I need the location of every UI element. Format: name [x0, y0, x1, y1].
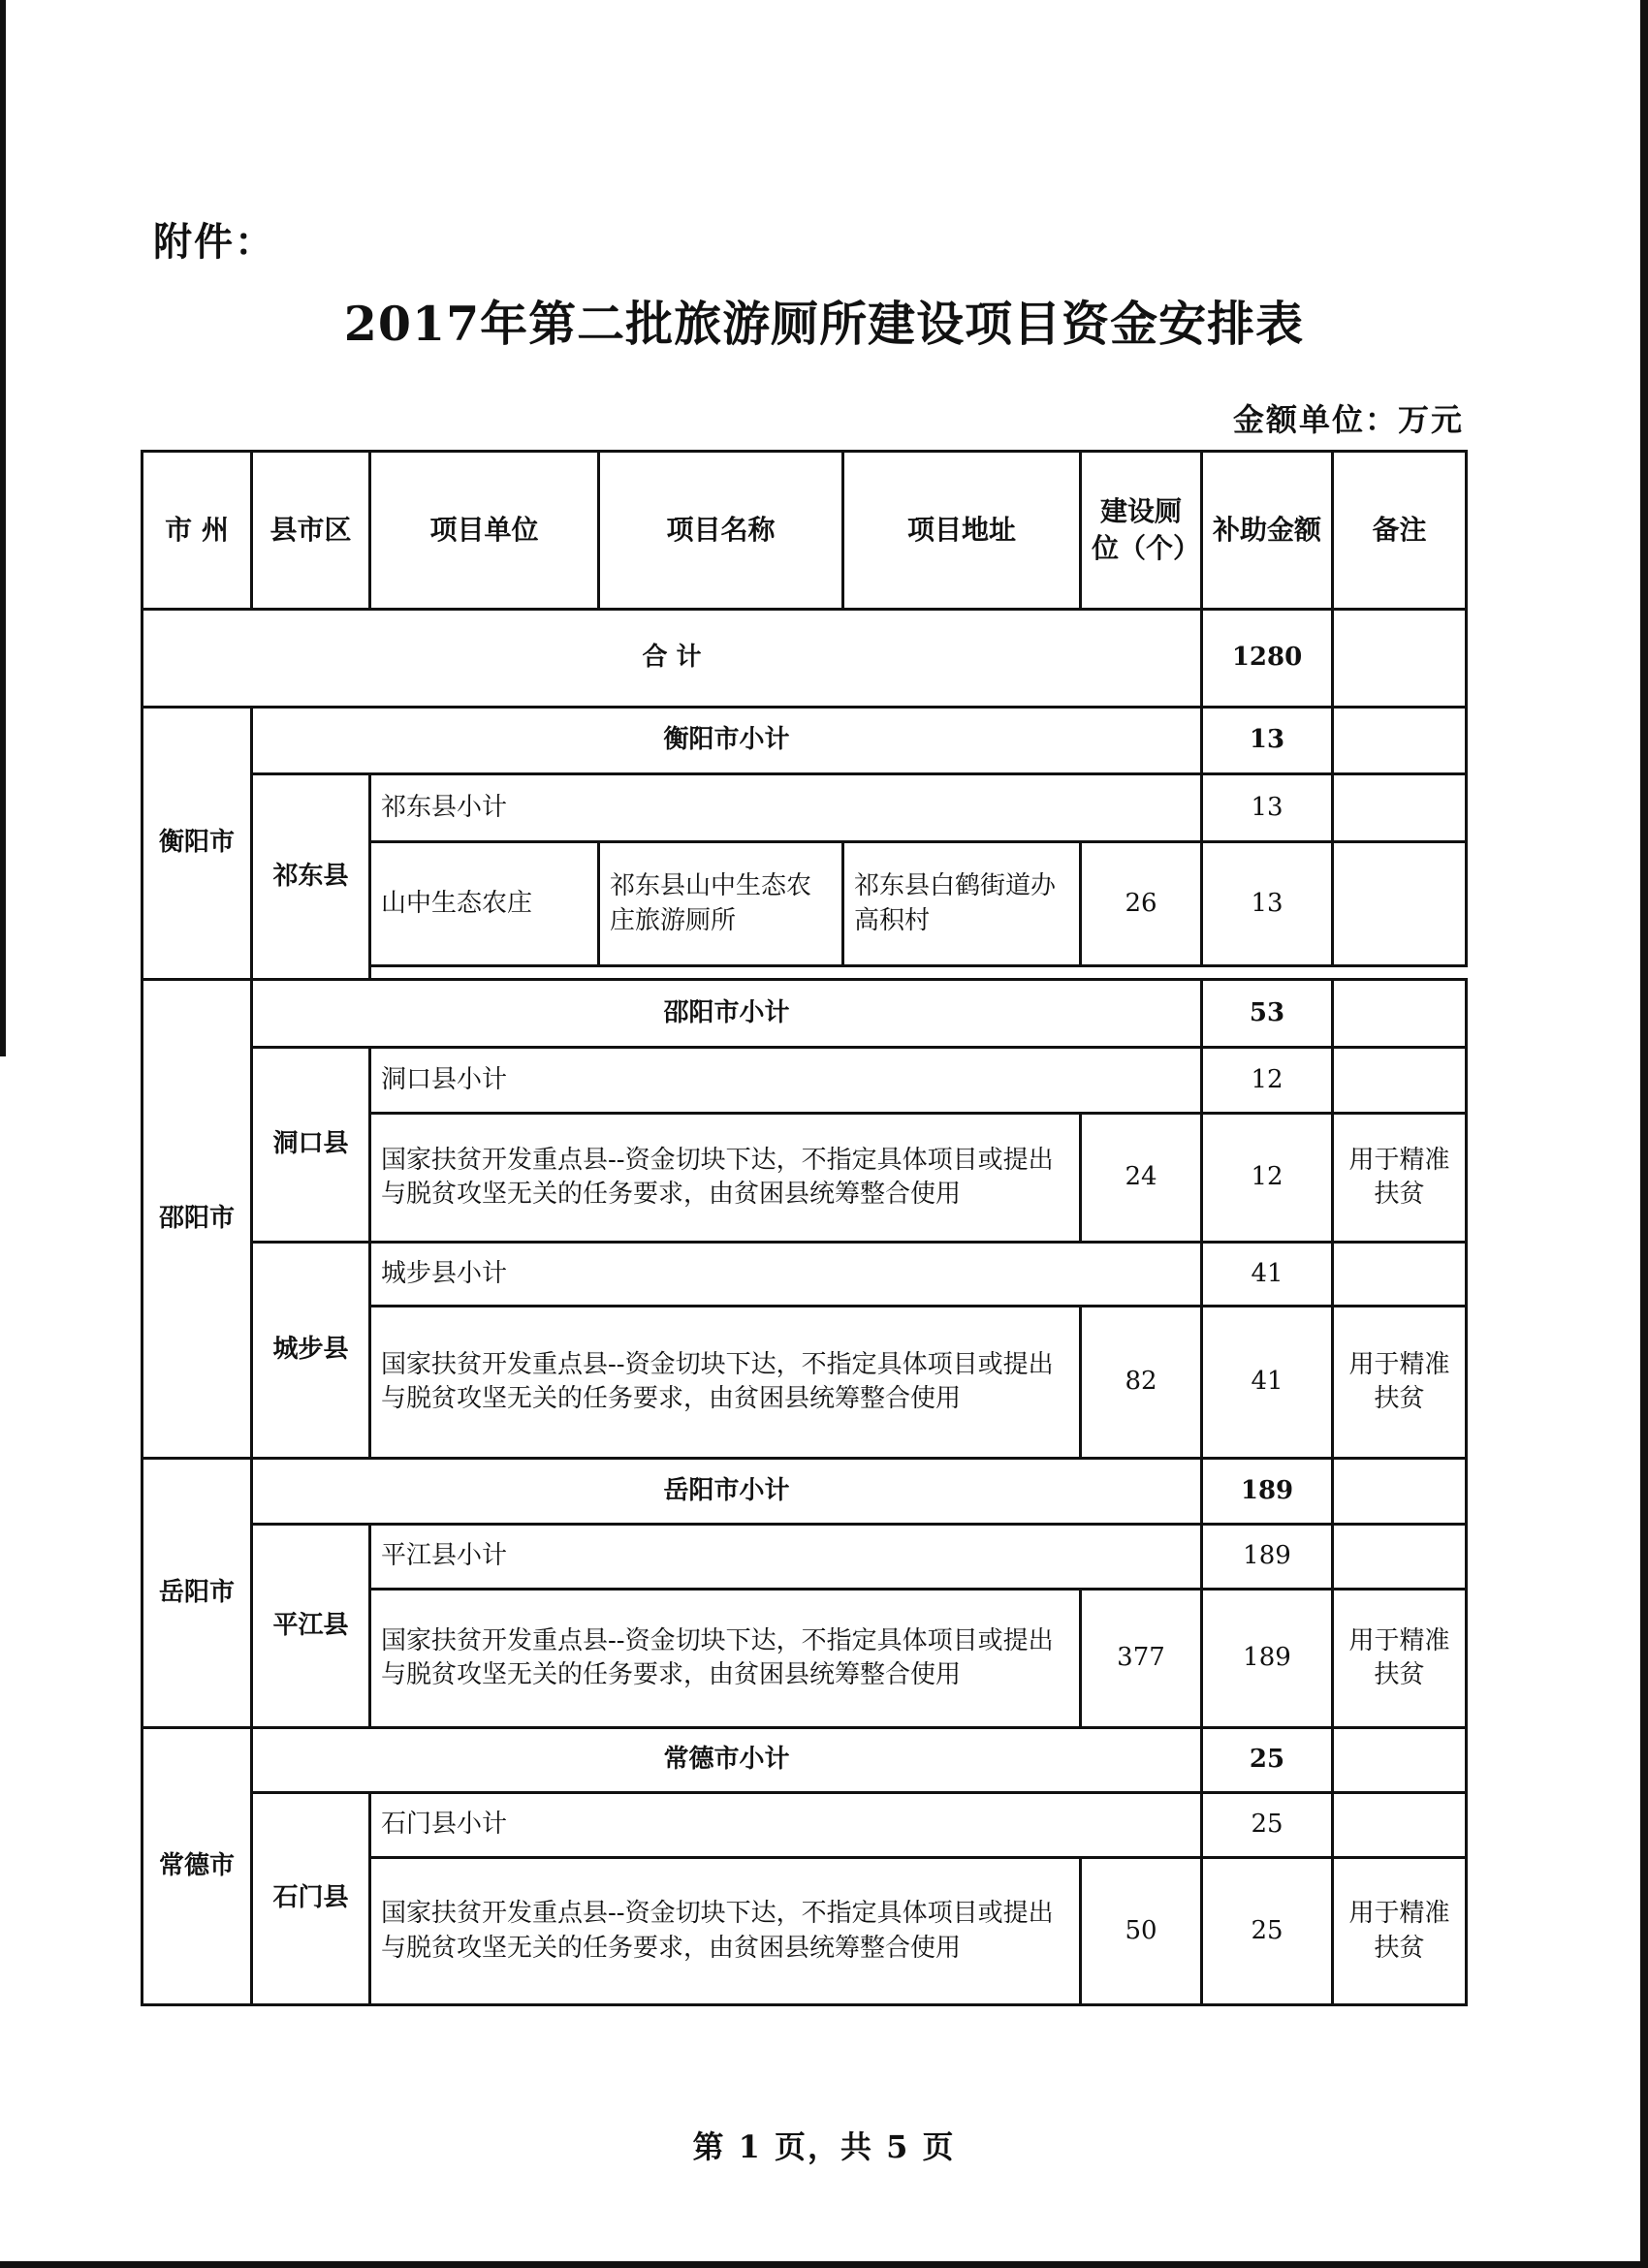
page-title: 2017年第二批旅游厕所建设项目资金安排表	[343, 296, 1305, 352]
project-subsidy: 189	[1202, 1590, 1333, 1728]
table-row	[143, 980, 1467, 1048]
total-subsidy: 1280	[1202, 610, 1333, 708]
county-subtotal-label: 石门县小计	[370, 1793, 1202, 1858]
county-subtotal-label: 城步县小计	[370, 1243, 1202, 1307]
county-subtotal-value: 12	[1202, 1048, 1333, 1114]
unit-note: 金额单位：万元	[1232, 401, 1464, 438]
table-row	[143, 1793, 1467, 1858]
subtotal-label: 邵阳市小计	[252, 980, 1202, 1048]
county-pingjiang: 平江县	[252, 1525, 370, 1728]
subtotal-label: 衡阳市小计	[252, 708, 1202, 774]
attachment-label: 附件：	[153, 219, 275, 265]
project-remark: 用于精准扶贫	[1333, 1590, 1467, 1728]
project-address: 祁东县白鹤街道办高积村	[843, 842, 1081, 966]
header-remark: 备注	[1333, 452, 1467, 610]
county-subtotal-value: 13	[1202, 774, 1333, 842]
header-county: 县市区	[252, 452, 370, 610]
header-city: 市 州	[143, 452, 252, 610]
project-description: 国家扶贫开发重点县--资金切块下达，不指定具体项目或提出与脱贫攻坚无关的任务要求，由贫困县统筹整合使用	[370, 1114, 1081, 1243]
project-remark: 用于精准扶贫	[1333, 1307, 1467, 1459]
project-subsidy: 12	[1202, 1114, 1333, 1243]
project-unit: 山中生态农庄	[370, 842, 599, 966]
city-hengyang: 衡阳市	[143, 708, 252, 980]
project-toilets: 26	[1081, 842, 1202, 966]
table-header-row	[143, 452, 1467, 610]
table-row	[143, 708, 1467, 774]
table-row	[143, 1048, 1467, 1114]
project-toilets: 82	[1081, 1307, 1202, 1459]
subtotal-value: 189	[1202, 1459, 1333, 1525]
county-subtotal-label: 洞口县小计	[370, 1048, 1202, 1114]
project-toilets: 50	[1081, 1858, 1202, 2005]
funding-table	[141, 450, 1468, 2006]
subtotal-value: 53	[1202, 980, 1333, 1048]
project-description: 国家扶贫开发重点县--资金切块下达，不指定具体项目或提出与脱贫攻坚无关的任务要求，由贫困县统筹整合使用	[370, 1858, 1081, 2005]
table-row	[143, 1243, 1467, 1307]
county-subtotal-label: 平江县小计	[370, 1525, 1202, 1590]
county-subtotal-label: 祁东县小计	[370, 774, 1202, 842]
county-subtotal-value: 25	[1202, 1793, 1333, 1858]
county-subtotal-value: 41	[1202, 1243, 1333, 1307]
header-unit: 项目单位	[370, 452, 599, 610]
project-name: 祁东县山中生态农庄旅游厕所	[599, 842, 843, 966]
table-row	[143, 774, 1467, 842]
county-subtotal-value: 189	[1202, 1525, 1333, 1590]
header-subsidy: 补助金额	[1202, 452, 1333, 610]
subtotal-value: 13	[1202, 708, 1333, 774]
county-chengbu: 城步县	[252, 1243, 370, 1459]
table-row	[143, 1728, 1467, 1793]
county-dongkou: 洞口县	[252, 1048, 370, 1243]
project-toilets: 377	[1081, 1590, 1202, 1728]
total-label: 合 计	[143, 610, 1202, 708]
project-remark: 用于精准扶贫	[1333, 1858, 1467, 2005]
project-description: 国家扶贫开发重点县--资金切块下达，不指定具体项目或提出与脱贫攻坚无关的任务要求，由贫困县统筹整合使用	[370, 1590, 1081, 1728]
scan-edge-left	[0, 0, 6, 1056]
county-qidong: 祁东县	[252, 774, 370, 980]
page-footer: 第 1 页，共 5 页	[692, 2128, 956, 2165]
subtotal-label: 岳阳市小计	[252, 1459, 1202, 1525]
city-shaoyang: 邵阳市	[143, 980, 252, 1459]
subtotal-label: 常德市小计	[252, 1728, 1202, 1793]
scan-edge-bottom	[0, 2261, 1648, 2268]
subtotal-value: 25	[1202, 1728, 1333, 1793]
city-changde: 常德市	[143, 1728, 252, 2005]
county-shimen: 石门县	[252, 1793, 370, 2005]
header-toilets: 建设厕位（个）	[1081, 452, 1202, 610]
project-subsidy: 41	[1202, 1307, 1333, 1459]
project-description: 国家扶贫开发重点县--资金切块下达，不指定具体项目或提出与脱贫攻坚无关的任务要求，由贫困县统筹整合使用	[370, 1307, 1081, 1459]
table-row	[143, 1525, 1467, 1590]
header-address: 项目地址	[843, 452, 1081, 610]
city-yueyang: 岳阳市	[143, 1459, 252, 1728]
project-toilets: 24	[1081, 1114, 1202, 1243]
table-row	[143, 1459, 1467, 1525]
project-subsidy: 25	[1202, 1858, 1333, 2005]
header-name: 项目名称	[599, 452, 843, 610]
project-subsidy: 13	[1202, 842, 1333, 966]
project-remark: 用于精准扶贫	[1333, 1114, 1467, 1243]
total-row	[143, 610, 1467, 708]
